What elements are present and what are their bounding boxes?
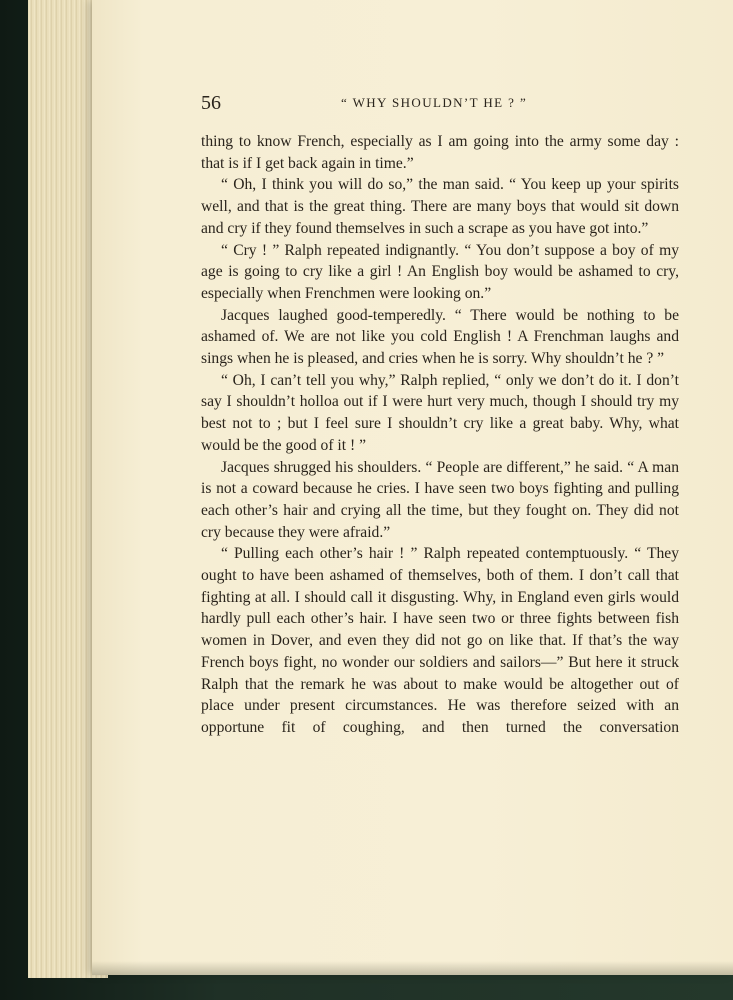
paragraph-2: “ Oh, I think you will do so,” the man said. “ You keep up your spirits well, and that is the great thing. There are many boys that would sit down and cry if they found themselves in such a scrape as you have got into.”	[201, 176, 679, 237]
paragraph-4: Jacques laughed good-temperedly. “ There would be nothing to be ashamed of. We are not like you cold English ! A Frenchman laughs and sings when he is pleased, and cries when he is sorry. Why shouldn’t he ? ”	[201, 306, 679, 368]
paragraph-3: “ Cry ! ” Ralph repeated indignantly. “ You don’t suppose a boy of my age is going to cry like a girl ! An English boy would be ashamed to cry, especially when Frenchmen were looking on.”	[201, 241, 679, 302]
page-number: 56	[201, 92, 221, 114]
page-header	[201, 92, 679, 118]
paragraph-7: “ Pulling each other’s hair ! ” Ralph repeated contemptuously. “ They ought to have been ashamed of themselves, both of them. I don’t call that fighting at all. I should call it disgusting. Why, in England even girls would hardly pull each other’s hair. I have seen two or three fights between fish women in Dover, and even they did not go on like that. If that’s the way French boys fight, no wonder our soldiers and sailors—” But here it struck Ralph that the remark he was about to make would be altogether out of place under present circumstances. He was therefore seized with an opportune fit of coughing, and then turned the conversation	[201, 545, 679, 736]
body-text	[201, 131, 679, 739]
running-title: “ WHY SHOULDN’T HE ? ”	[341, 95, 528, 110]
paragraph-5: “ Oh, I can’t tell you why,” Ralph replied, “ only we don’t do it. I don’t say I shouldn’t holloa out if I were hurt very much, though I should try my best not to ; but I feel sure I shouldn’t cry like a great baby. Why, what would be the good of it ! ”	[201, 371, 679, 454]
paragraph-1: thing to know French, especially as I am going into the army some day : that is if I get back again in time.”	[201, 133, 679, 172]
paragraph-6: Jacques shrugged his shoulders. “ People are different,” he said. “ A man is not a coward because he cries. I have seen two boys fighting and pulling each other’s hair and crying all the time, but they fought on. They did not cry because they were afraid.”	[201, 458, 679, 541]
